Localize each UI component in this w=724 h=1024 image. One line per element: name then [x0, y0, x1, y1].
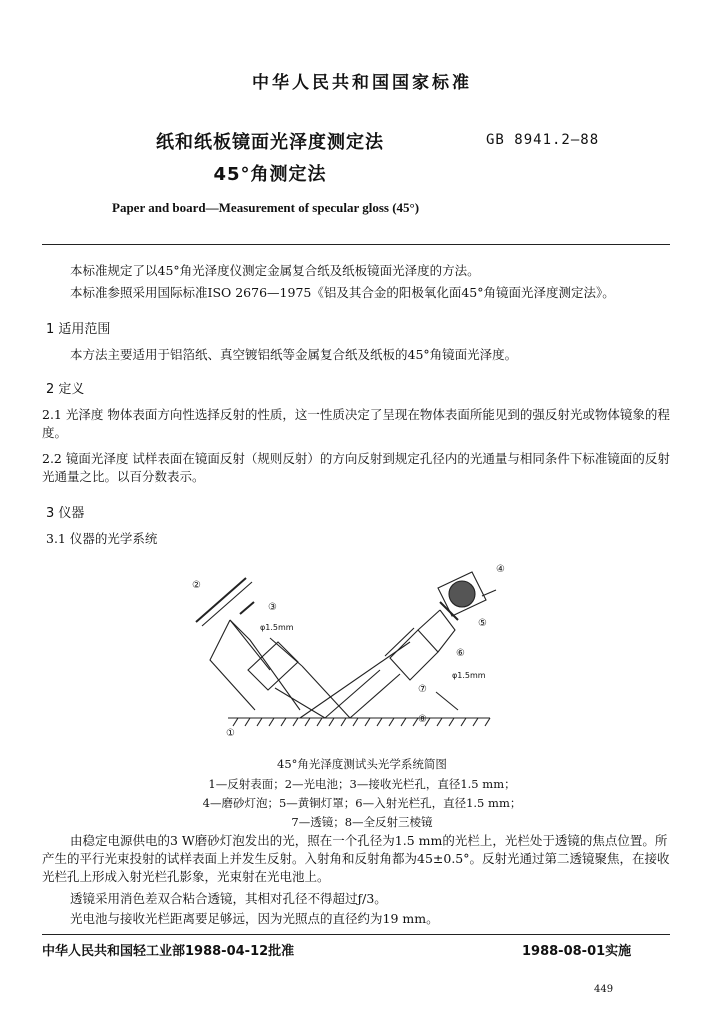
section-1-paragraph: 本方法主要适用于铝箔纸、真空镀铝纸等金属复合纸及纸板的45°角镜面光泽度。: [70, 347, 518, 362]
receiving-aperture: [240, 602, 254, 614]
title-chinese-line1: 纸和纸板镜面光泽度测定法: [156, 132, 384, 153]
figure-caption-title: 45°角光泽度测试头光学系统简图: [277, 757, 447, 771]
figure-legend-line-1: 1—反射表面；2—光电池；3—接收光栏孔，直径1.5 mm；: [208, 777, 516, 791]
body-paragraph-3: 光电池与接收光栏距离要足够远，因为光照点的直径约为19 mm。: [70, 911, 439, 926]
beam-left-lower: [275, 688, 325, 718]
label-2: ②: [192, 580, 201, 591]
label-3: ③: [268, 602, 277, 613]
surface-hatching: [233, 718, 490, 726]
intro-paragraph-2: 本标准参照采用国际标准ISO 2676—1975《铝及其合金的阳极氧化面45°角镜面光泽度测定法》。: [70, 285, 615, 300]
page-number: 449: [594, 984, 614, 995]
ray-right-inner: [418, 610, 440, 630]
lens-left-top: [270, 638, 302, 666]
figure-legend-line-3: 7—透镜；8—全反射三棱镜: [291, 815, 433, 829]
label-1: ①: [226, 728, 235, 739]
photocell-plate-edge: [202, 582, 252, 626]
title-english: Paper and board—Measurement of specular gloss (45°): [112, 200, 420, 215]
header-rule: [42, 244, 670, 245]
definition-2-1: 2.1 光泽度 物体表面方向性选择反射的性质，这一性质决定了呈现在物体表面所能见到的强反射光或物体镜象的程度。: [42, 407, 670, 440]
label-7: ⑦: [418, 684, 427, 695]
label-dia-left: φ1.5mm: [260, 623, 294, 632]
label-5: ⑤: [478, 618, 487, 629]
definition-2-2: 2.2 镜面光泽度 试样表面在镜面反射（规则反射）的方向反射到规定孔径内的光通量与相同条件下标准镜面的反射光通量之比。以百分数表示。: [42, 451, 670, 484]
body-paragraph-1: 由稳定电源供电的3 W磨砂灯泡发出的光，照在一个孔径为1.5 mm的光栏上，光栏处于透镜的焦点位置。所产生的平行光束投射的试样表面上并发生反射。入射角和反射角都为45±0.5°。反射光通过第二透镜聚焦，在接收光栏孔上形成入射光栏孔影象，光束射在光电池上。: [42, 833, 670, 884]
lens-left-body: [248, 642, 298, 690]
label-6: ⑥: [456, 648, 465, 659]
label-4: ④: [496, 564, 505, 575]
approval-info: 中华人民共和国轻工业部1988-04-12批准: [42, 944, 295, 959]
section-3-heading: 3 仪器: [46, 506, 85, 521]
standard-code: GB 8941.2—88: [486, 132, 600, 148]
prism-line: [436, 692, 458, 710]
footer-rule: [42, 934, 670, 935]
frosted-bulb: [449, 581, 475, 607]
beam-cross-2: [350, 674, 400, 718]
intro-paragraph-1: 本标准规定了以45°角光泽度仪测定金属复合纸及纸板镜面光泽度的方法。: [70, 263, 480, 278]
standard-type: 中华人民共和国国家标准: [252, 73, 472, 93]
figure-legend-line-2: 4—磨砂灯泡；5—黄铜灯罩；6—入射光栏孔，直径1.5 mm；: [202, 796, 522, 810]
section-2-heading: 2 定义: [46, 382, 85, 397]
section-3-1-heading: 3.1 仪器的光学系统: [46, 531, 158, 546]
label-dia-right: φ1.5mm: [452, 671, 486, 680]
beam-left-upper: [302, 666, 350, 718]
ray-left-outer: [210, 620, 255, 710]
section-1-heading: 1 适用范围: [46, 322, 111, 337]
body-paragraph-2: 透镜采用消色差双合粘合透镜，其相对孔径不得超过ƒ/3。: [70, 891, 387, 906]
optical-system-diagram: [190, 560, 530, 745]
title-chinese-line2: 45°角测定法: [213, 164, 327, 185]
lens-right-body: [390, 630, 438, 680]
photocell-plate: [196, 578, 246, 622]
label-8: ⑧: [418, 714, 427, 725]
beam-cross-1: [325, 670, 380, 718]
effective-date: 1988-08-01实施: [522, 944, 632, 959]
lamp-lead: [482, 590, 496, 596]
